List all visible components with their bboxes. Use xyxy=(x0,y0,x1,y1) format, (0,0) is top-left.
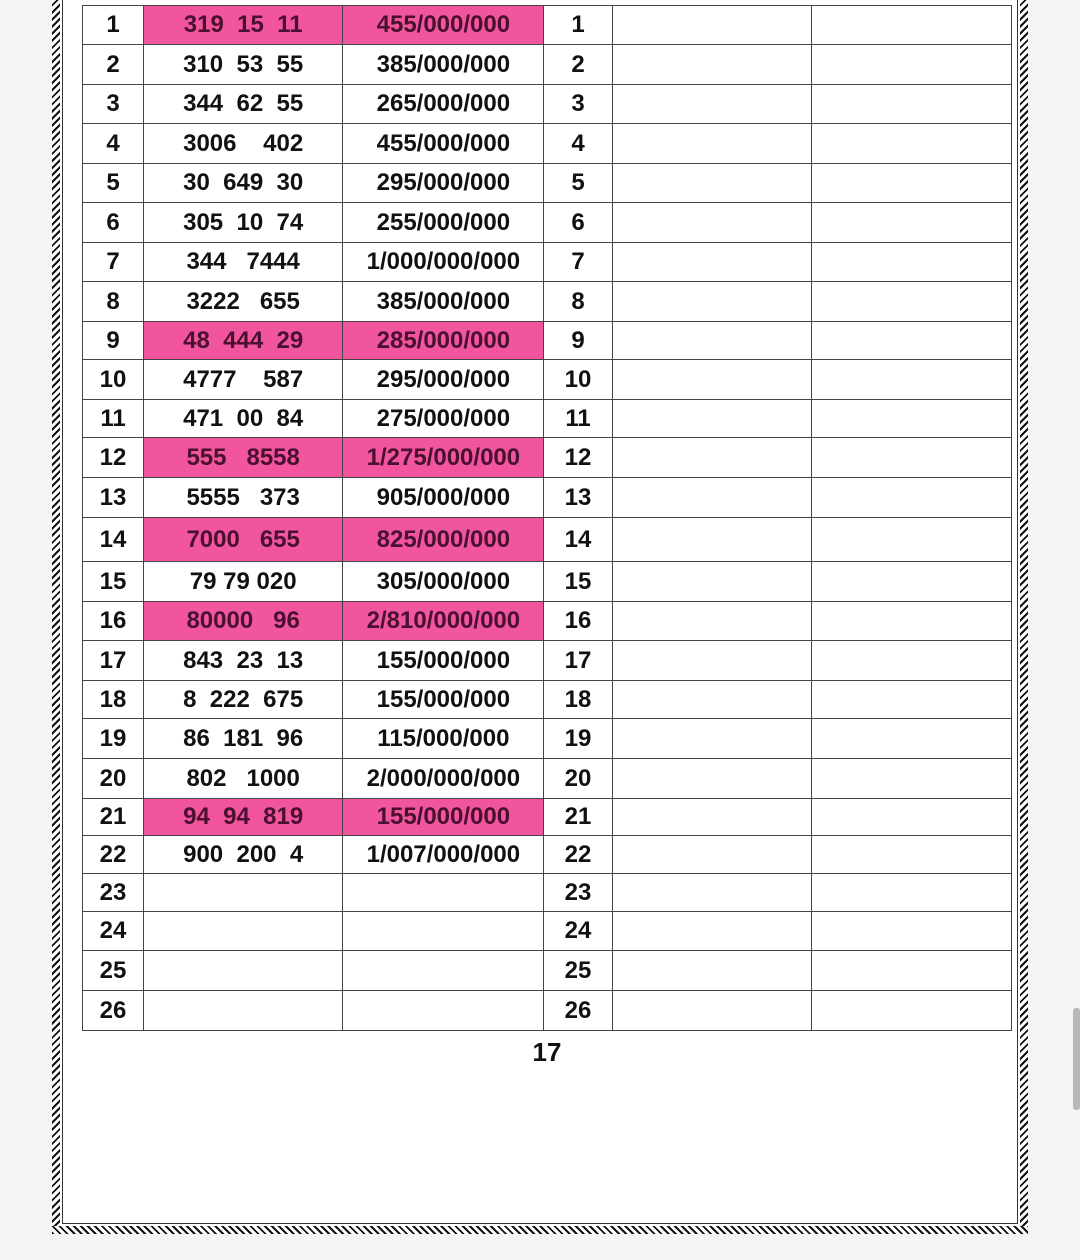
empty-cell xyxy=(811,438,1011,478)
empty-cell xyxy=(612,836,811,874)
number-cell: 900 200 4 xyxy=(144,836,343,874)
number-cell: 344 7444 xyxy=(144,243,343,282)
number-cell xyxy=(144,912,343,951)
empty-cell xyxy=(612,681,811,719)
empty-cell xyxy=(811,85,1011,124)
table-row xyxy=(83,243,1012,282)
amount-cell: 825/000/000 xyxy=(343,518,544,562)
number-cell: 305 10 74 xyxy=(144,203,343,243)
row-index-right-cell: 17 xyxy=(544,641,612,681)
number-cell xyxy=(144,874,343,912)
number-cell xyxy=(144,951,343,991)
empty-cell xyxy=(811,874,1011,912)
table-row xyxy=(83,641,1012,681)
number-cell: 86 181 96 xyxy=(144,719,343,759)
inner-frame-bottom xyxy=(62,1223,1018,1224)
amount-cell: 1/000/000/000 xyxy=(343,243,544,282)
empty-cell xyxy=(612,322,811,360)
row-index-right-cell: 8 xyxy=(544,282,612,322)
row-index-cell: 12 xyxy=(83,438,144,478)
empty-cell xyxy=(811,681,1011,719)
empty-cell xyxy=(811,45,1011,85)
decorative-border-right xyxy=(1020,0,1028,1234)
scrollbar-thumb[interactable] xyxy=(1073,1008,1080,1110)
empty-cell xyxy=(811,719,1011,759)
row-index-cell: 10 xyxy=(83,360,144,400)
empty-cell xyxy=(612,562,811,602)
row-index-cell: 8 xyxy=(83,282,144,322)
empty-cell xyxy=(811,6,1011,45)
empty-cell xyxy=(811,562,1011,602)
table-row xyxy=(83,478,1012,518)
row-index-right-cell: 1 xyxy=(544,6,612,45)
row-index-right-cell: 4 xyxy=(544,124,612,164)
row-index-right-cell: 24 xyxy=(544,912,612,951)
row-index-cell: 13 xyxy=(83,478,144,518)
amount-cell xyxy=(343,874,544,912)
amount-cell xyxy=(343,912,544,951)
row-index-cell: 22 xyxy=(83,836,144,874)
row-index-cell: 21 xyxy=(83,799,144,836)
row-index-cell: 7 xyxy=(83,243,144,282)
number-cell: 319 15 11 xyxy=(144,6,343,45)
amount-cell: 295/000/000 xyxy=(343,164,544,203)
row-index-cell: 1 xyxy=(83,6,144,45)
row-index-cell: 23 xyxy=(83,874,144,912)
number-cell: 30 649 30 xyxy=(144,164,343,203)
number-cell: 80000 96 xyxy=(144,602,343,641)
table-row xyxy=(83,518,1012,562)
row-index-right-cell: 19 xyxy=(544,719,612,759)
empty-cell xyxy=(811,322,1011,360)
decorative-border-left xyxy=(52,0,60,1234)
empty-cell xyxy=(811,518,1011,562)
amount-cell xyxy=(343,991,544,1031)
empty-cell xyxy=(612,719,811,759)
row-index-right-cell: 26 xyxy=(544,991,612,1031)
table-row xyxy=(83,203,1012,243)
table-row xyxy=(83,681,1012,719)
table-row xyxy=(83,124,1012,164)
empty-cell xyxy=(612,991,811,1031)
amount-cell: 295/000/000 xyxy=(343,360,544,400)
amount-cell: 305/000/000 xyxy=(343,562,544,602)
row-index-cell: 11 xyxy=(83,400,144,438)
row-index-right-cell: 11 xyxy=(544,400,612,438)
empty-cell xyxy=(612,602,811,641)
row-index-right-cell: 12 xyxy=(544,438,612,478)
row-index-right-cell: 15 xyxy=(544,562,612,602)
row-index-right-cell: 5 xyxy=(544,164,612,203)
empty-cell xyxy=(811,203,1011,243)
empty-cell xyxy=(811,602,1011,641)
table-row xyxy=(83,6,1012,45)
row-index-cell: 5 xyxy=(83,164,144,203)
amount-cell: 285/000/000 xyxy=(343,322,544,360)
amount-cell: 1/007/000/000 xyxy=(343,836,544,874)
inner-frame-left xyxy=(62,0,63,1224)
table-row xyxy=(83,45,1012,85)
amount-cell: 455/000/000 xyxy=(343,6,544,45)
table-row xyxy=(83,400,1012,438)
row-index-cell: 15 xyxy=(83,562,144,602)
amount-cell: 115/000/000 xyxy=(343,719,544,759)
amount-cell xyxy=(343,951,544,991)
table-row xyxy=(83,991,1012,1031)
empty-cell xyxy=(612,85,811,124)
empty-cell xyxy=(612,799,811,836)
row-index-cell: 3 xyxy=(83,85,144,124)
amount-cell: 1/275/000/000 xyxy=(343,438,544,478)
table-row xyxy=(83,322,1012,360)
empty-cell xyxy=(811,641,1011,681)
empty-cell xyxy=(612,124,811,164)
row-index-cell: 16 xyxy=(83,602,144,641)
table-row xyxy=(83,951,1012,991)
row-index-cell: 18 xyxy=(83,681,144,719)
empty-cell xyxy=(811,478,1011,518)
number-cell: 802 1000 xyxy=(144,759,343,799)
number-cell: 79 79 020 xyxy=(144,562,343,602)
document-page xyxy=(52,0,1028,1234)
number-cell: 3222 655 xyxy=(144,282,343,322)
empty-cell xyxy=(811,243,1011,282)
empty-cell xyxy=(612,164,811,203)
amount-cell: 155/000/000 xyxy=(343,641,544,681)
row-index-right-cell: 7 xyxy=(544,243,612,282)
table-row xyxy=(83,360,1012,400)
number-cell: 3006 402 xyxy=(144,124,343,164)
number-cell: 5555 373 xyxy=(144,478,343,518)
page-number: 17 xyxy=(532,1037,562,1067)
table-row xyxy=(83,874,1012,912)
ledger-table xyxy=(82,5,1012,1031)
row-index-right-cell: 13 xyxy=(544,478,612,518)
row-index-right-cell: 25 xyxy=(544,951,612,991)
number-cell: 94 94 819 xyxy=(144,799,343,836)
inner-frame-right xyxy=(1017,0,1018,1224)
number-cell: 4777 587 xyxy=(144,360,343,400)
table-row xyxy=(83,562,1012,602)
amount-cell: 2/810/000/000 xyxy=(343,602,544,641)
amount-cell: 905/000/000 xyxy=(343,478,544,518)
empty-cell xyxy=(612,45,811,85)
amount-cell: 385/000/000 xyxy=(343,45,544,85)
decorative-border-bottom xyxy=(52,1226,1028,1234)
empty-cell xyxy=(811,836,1011,874)
empty-cell xyxy=(612,518,811,562)
row-index-right-cell: 20 xyxy=(544,759,612,799)
empty-cell xyxy=(612,438,811,478)
empty-cell xyxy=(612,360,811,400)
table-row xyxy=(83,799,1012,836)
row-index-right-cell: 10 xyxy=(544,360,612,400)
empty-cell xyxy=(612,912,811,951)
empty-cell xyxy=(612,282,811,322)
row-index-cell: 6 xyxy=(83,203,144,243)
empty-cell xyxy=(612,641,811,681)
empty-cell xyxy=(612,6,811,45)
number-cell: 8 222 675 xyxy=(144,681,343,719)
table-row xyxy=(83,912,1012,951)
number-cell: 344 62 55 xyxy=(144,85,343,124)
row-index-right-cell: 2 xyxy=(544,45,612,85)
empty-cell xyxy=(612,951,811,991)
table-row xyxy=(83,836,1012,874)
row-index-cell: 2 xyxy=(83,45,144,85)
row-index-cell: 9 xyxy=(83,322,144,360)
amount-cell: 275/000/000 xyxy=(343,400,544,438)
number-cell xyxy=(144,991,343,1031)
empty-cell xyxy=(811,912,1011,951)
row-index-right-cell: 22 xyxy=(544,836,612,874)
empty-cell xyxy=(612,759,811,799)
empty-cell xyxy=(612,874,811,912)
number-cell: 471 00 84 xyxy=(144,400,343,438)
row-index-cell: 25 xyxy=(83,951,144,991)
ledger-body xyxy=(83,6,1012,1031)
number-cell: 7000 655 xyxy=(144,518,343,562)
row-index-cell: 17 xyxy=(83,641,144,681)
empty-cell xyxy=(811,991,1011,1031)
row-index-cell: 24 xyxy=(83,912,144,951)
empty-cell xyxy=(811,360,1011,400)
table-row xyxy=(83,282,1012,322)
amount-cell: 455/000/000 xyxy=(343,124,544,164)
table-row xyxy=(83,602,1012,641)
table-row xyxy=(83,85,1012,124)
row-index-right-cell: 14 xyxy=(544,518,612,562)
row-index-cell: 19 xyxy=(83,719,144,759)
amount-cell: 2/000/000/000 xyxy=(343,759,544,799)
empty-cell xyxy=(811,164,1011,203)
empty-cell xyxy=(811,951,1011,991)
amount-cell: 155/000/000 xyxy=(343,681,544,719)
empty-cell xyxy=(811,124,1011,164)
row-index-right-cell: 6 xyxy=(544,203,612,243)
empty-cell xyxy=(612,478,811,518)
empty-cell xyxy=(811,799,1011,836)
amount-cell: 385/000/000 xyxy=(343,282,544,322)
row-index-cell: 26 xyxy=(83,991,144,1031)
row-index-cell: 20 xyxy=(83,759,144,799)
empty-cell xyxy=(612,400,811,438)
empty-cell xyxy=(612,203,811,243)
table-row xyxy=(83,759,1012,799)
row-index-right-cell: 23 xyxy=(544,874,612,912)
row-index-right-cell: 18 xyxy=(544,681,612,719)
row-index-cell: 14 xyxy=(83,518,144,562)
table-row xyxy=(83,164,1012,203)
table-row xyxy=(83,438,1012,478)
table-row xyxy=(83,719,1012,759)
row-index-right-cell: 16 xyxy=(544,602,612,641)
row-index-right-cell: 3 xyxy=(544,85,612,124)
row-index-right-cell: 9 xyxy=(544,322,612,360)
amount-cell: 155/000/000 xyxy=(343,799,544,836)
row-index-cell: 4 xyxy=(83,124,144,164)
number-cell: 48 444 29 xyxy=(144,322,343,360)
number-cell: 555 8558 xyxy=(144,438,343,478)
number-cell: 843 23 13 xyxy=(144,641,343,681)
number-cell: 310 53 55 xyxy=(144,45,343,85)
amount-cell: 255/000/000 xyxy=(343,203,544,243)
empty-cell xyxy=(811,282,1011,322)
empty-cell xyxy=(612,243,811,282)
row-index-right-cell: 21 xyxy=(544,799,612,836)
amount-cell: 265/000/000 xyxy=(343,85,544,124)
empty-cell xyxy=(811,400,1011,438)
empty-cell xyxy=(811,759,1011,799)
